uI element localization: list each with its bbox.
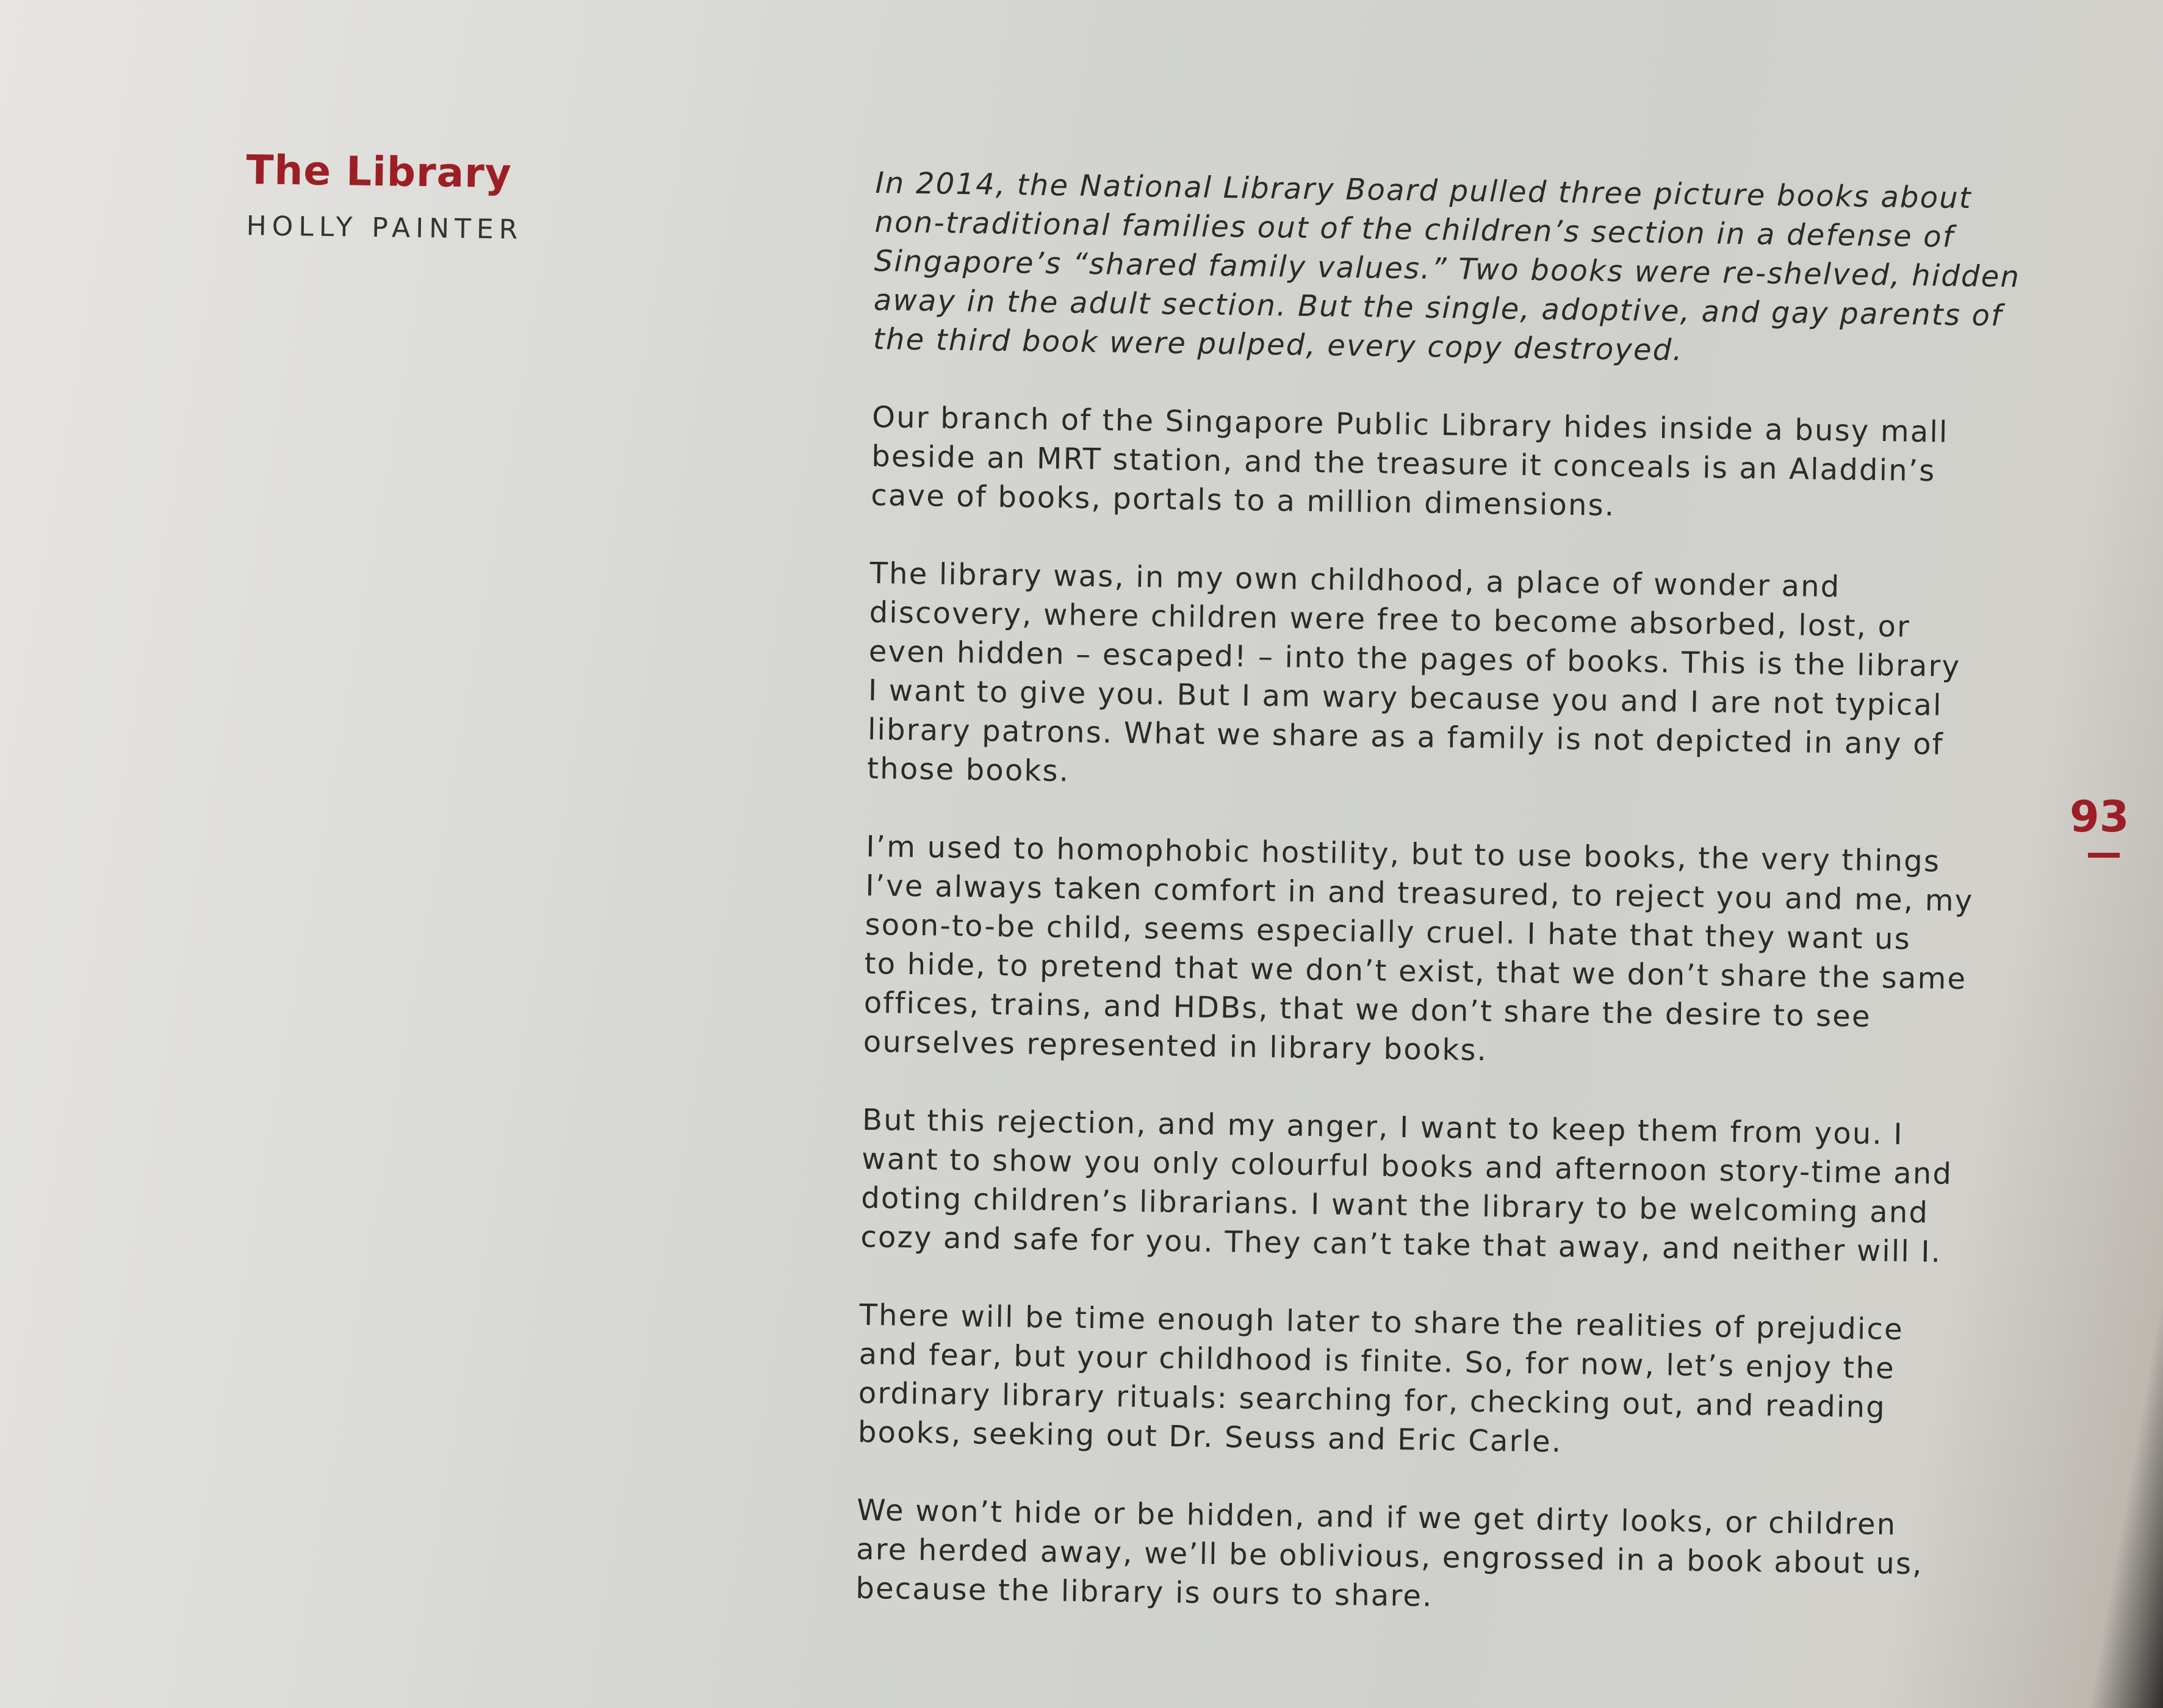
- text-line: and fear, but your childhood is finite. So, for now, let’s enjoy the: [858, 1337, 1896, 1386]
- page-number: 93: [2070, 792, 2129, 842]
- paragraph: [871, 398, 2001, 531]
- text-line: cave of books, portals to a million dimensions.: [871, 478, 1616, 523]
- text-line: We won’t hide or be hidden, and if we get dirty looks, or children: [856, 1493, 1897, 1542]
- text-line: beside an MRT station, and the treasure it conceals is an Aladdin’s: [871, 439, 1936, 489]
- text-line: I want to give you. But I am wary because you and I are not typical: [868, 673, 1943, 723]
- text-line: books, seeking out Dr. Seuss and Eric Carle.: [857, 1415, 1563, 1459]
- page-number-rule: [2088, 853, 2120, 858]
- text-line: I’m used to homophobic hostility, but to use books, the very things: [865, 829, 1941, 879]
- text-line: those books.: [866, 751, 1070, 789]
- text-line: even hidden – escaped! – into the pages of books. This is the library: [868, 634, 1961, 684]
- paragraph: [867, 554, 1999, 804]
- text-line: Singapore’s “shared family values.” Two books were re-shelved, hidden: [874, 243, 2021, 295]
- text-line: cozy and safe for you. They can’t take that away, and neither will I.: [860, 1219, 1942, 1269]
- text-line: ordinary library rituals: searching for, checking out, and reading: [858, 1376, 1887, 1425]
- paragraph: [858, 1296, 1988, 1468]
- text-line: are herded away, we’ll be oblivious, engrossed in a book about us,: [855, 1532, 1924, 1582]
- text-line: want to show you only colourful books and afternoon story-time and: [861, 1141, 1953, 1191]
- intro-paragraph: [873, 163, 2021, 375]
- text-line: But this rejection, and my anger, I want to keep them from you. I: [862, 1102, 1904, 1152]
- closing-paragraph: [855, 1491, 1986, 1624]
- text-line: library patrons. What we share as a family is not depicted in any of: [867, 712, 1945, 762]
- text-line: Our branch of the Singapore Public Library hides inside a busy mall: [871, 400, 1949, 450]
- essay-title: The Library: [245, 146, 513, 198]
- text-line: I’ve always taken comfort in and treasured, to reject you and me, my: [865, 868, 1974, 919]
- text-line: to hide, to pretend that we don’t exist, that we don’t share the same: [864, 946, 1967, 997]
- text-line: the third book were pulped, every copy destroyed.: [873, 321, 1684, 368]
- text-line: non-traditional families out of the children’s section in a defense of: [874, 204, 1955, 254]
- paragraph: [860, 1100, 1991, 1272]
- text-line: ourselves represented in library books.: [863, 1024, 1488, 1068]
- text-line: The library was, in my own childhood, a place of wonder and: [869, 556, 1841, 605]
- text-line: There will be time enough later to share the realities of prejudice: [859, 1297, 1904, 1347]
- text-line: doting children’s librarians. I want the library to be welcoming and: [860, 1180, 1929, 1230]
- text-line: soon-to-be child, seems especially cruel. I hate that they want us: [865, 907, 1912, 956]
- text-line: offices, trains, and HDBs, that we don’t share the desire to see: [863, 985, 1872, 1034]
- paragraph: [863, 827, 1995, 1077]
- text-line: because the library is ours to share.: [855, 1571, 1433, 1613]
- text-line: discovery, where children were free to become absorbed, lost, or: [869, 595, 1911, 644]
- essay-body: [855, 163, 2021, 1663]
- text-line: away in the adult section. But the single, adoptive, and gay parents of: [873, 282, 2003, 333]
- text-line: In 2014, the National Library Board pulled three picture books about: [875, 165, 1973, 216]
- author-name: HOLLY PAINTER: [246, 210, 524, 246]
